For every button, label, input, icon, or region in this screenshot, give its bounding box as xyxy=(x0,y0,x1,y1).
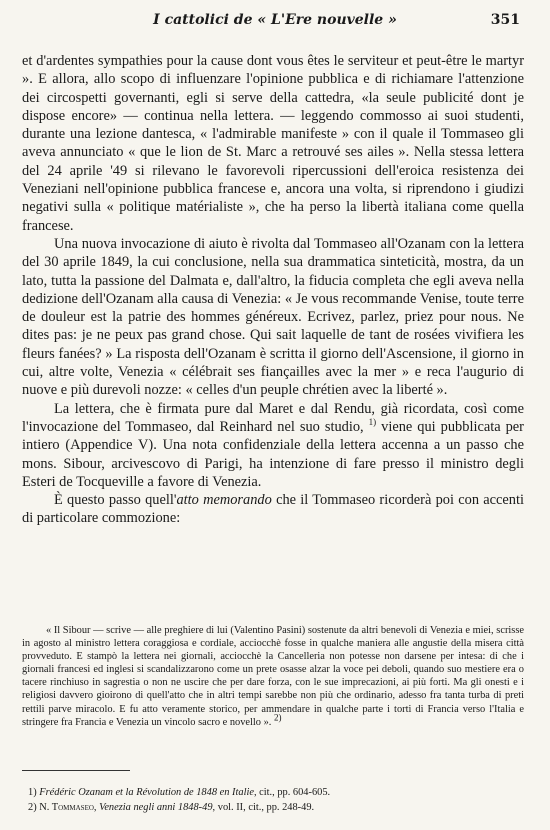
footnote-2-author: N. Tommaseo xyxy=(39,802,94,813)
block-quote xyxy=(22,624,524,729)
paragraph-4-italic: atto memorando xyxy=(176,492,272,509)
paragraph-4-text-b: che il Tommaseo ricorderà poi con accenti di particolare commozione: xyxy=(22,492,524,527)
paragraph-4-text-a: È questo passo quell' xyxy=(54,492,177,509)
paragraph-1: et d'ardentes sympathies pour la cause dont vous êtes le serviteur et peut-être le martyr ». E allora, allo scopo di influenzare l'opinione pubblica e di richiamare l'attenzione dei circospetti governanti, egli si serve della cattedra, «la seule publicité dont je dispose encore» — continua nella lettera. — leggendo commosso ai suoi studenti, durante una lezione dantesca, « l'admirable manifeste » con il quale il Tommaseo gli aveva annunciato « que le lion de St. Marc a retrouvé ses ailes ». Nella stessa lettera del 24 aprile '49 si rilevano le favorevoli ripercussioni dell'eroica resistenza dei Veneziani nell'opinione pubblica francese e, ancora una volta, si riprendono i giudizi negativi sulla « politique matérialiste », che ha perso la libertà italiana come quella francese. xyxy=(22,53,524,234)
footnote-ref-2: 2) xyxy=(273,712,282,723)
footnote-1-rest: , cit., pp. 604-605. xyxy=(253,787,331,798)
footnote-ref-1: 1) xyxy=(368,417,377,428)
page-number: 351 xyxy=(490,12,520,28)
footnote-1-title: Frédéric Ozanam et la Révolution de 1848 en Italie xyxy=(39,787,254,798)
quote-text: « Il Sibour — scrive — alle preghiere di lui (Valentino Pasini) sostenute da altri benevoli di Venezia e miei, scrisse in agosto al ministro lettera coraggiosa e cordiale, acciocchè fosse in qualche maniera alle angustie della misera città provveduto. E stampò la lettera nei giornali, acciocchè la Cancelleria non potesse non darsene per intesa: di che i giornali francesi ed inglesi si scandalizzarono come un prete osasse alzar la voce pei deboli, quando suo mestiere era o tacere rinchiuso in sagrestia o non ne uscire che per dare forza, con le sue imprecazioni, ai più forti. Ma gli onesti e i religiosi davvero gioirono di quell'atto che in altri tempi sarebbe non più che ordinario, adesso fra tanta turba di preti rettili parve miracolo. E fu atto veramente storico, per ammendare in qualche parte i torti di Francia verso l'Italia e stringere fra Francia e Venezia un vincolo sacro e novello ». xyxy=(22,625,524,728)
running-title: I cattolici de « L'Ere nouvelle » xyxy=(153,12,397,28)
footnote-2-rest: , vol. II, cit., pp. 248-49. xyxy=(212,802,315,813)
paragraph-4 xyxy=(22,491,524,528)
paragraph-2: Una nuova invocazione di aiuto è rivolta dal Tommaseo all'Ozanam con la lettera del 30 aprile 1849, la cui conclusione, nella sua drammatica sinteticità, mostra, da un lato, tutta la passione del Dalmata e, dall'altro, la fiducia completa che egli aveva nella dedizione dell'Ozanam alla causa di Venezia: « Je vous recommande Venise, toute terre de douleur est la patrie des hommes généreux. Ecrivez, parlez, priez pour nous. Ne dites pas: je ne peux pas grand chose. Qui sait laquelle de tant de rosées vivifiera les fleurs fanées? » La risposta dell'Ozanam è scritta il giorno dell'Ascensione, il giorno in cui, altre volte, Venezia « célébrait ses fiançailles avec la mer » e reca l'augurio di nuove e più durevoli nozze: « celles d'un peuple chrétien avec la liberté ». xyxy=(22,235,524,399)
paragraph-3-text-a: La lettera, che è firmata pure dal Maret e dal Rendu, già ricordata, così come l'invocazione del Tommaseo, dal Reinhard nel suo studio, xyxy=(22,400,524,435)
footnote-1 xyxy=(22,785,524,800)
paragraph-3-text-b: viene qui pubblicata per intiero (Appendice V). Una nota confidenziale della lettera accenna a un passo che mons. Sibour, arcivescovo di Parigi, ha intenzione di fare presso il ministro degli Esteri de Tocqueville a favore di Venezia. xyxy=(22,418,524,490)
footnote-2: 2) N. Tommaseo, Venezia negli anni 1848-49, vol. II, cit., pp. 248-49. xyxy=(28,802,315,813)
footnote-divider xyxy=(22,770,130,771)
paragraph-3 xyxy=(22,400,524,491)
footnote-1-num: 1) xyxy=(28,787,37,798)
running-header xyxy=(22,12,528,36)
footnote-2-num: 2) xyxy=(28,802,37,813)
footnotes xyxy=(22,785,524,815)
main-text xyxy=(22,52,524,528)
footnote-2-title: Venezia negli anni 1848-49 xyxy=(99,802,213,813)
